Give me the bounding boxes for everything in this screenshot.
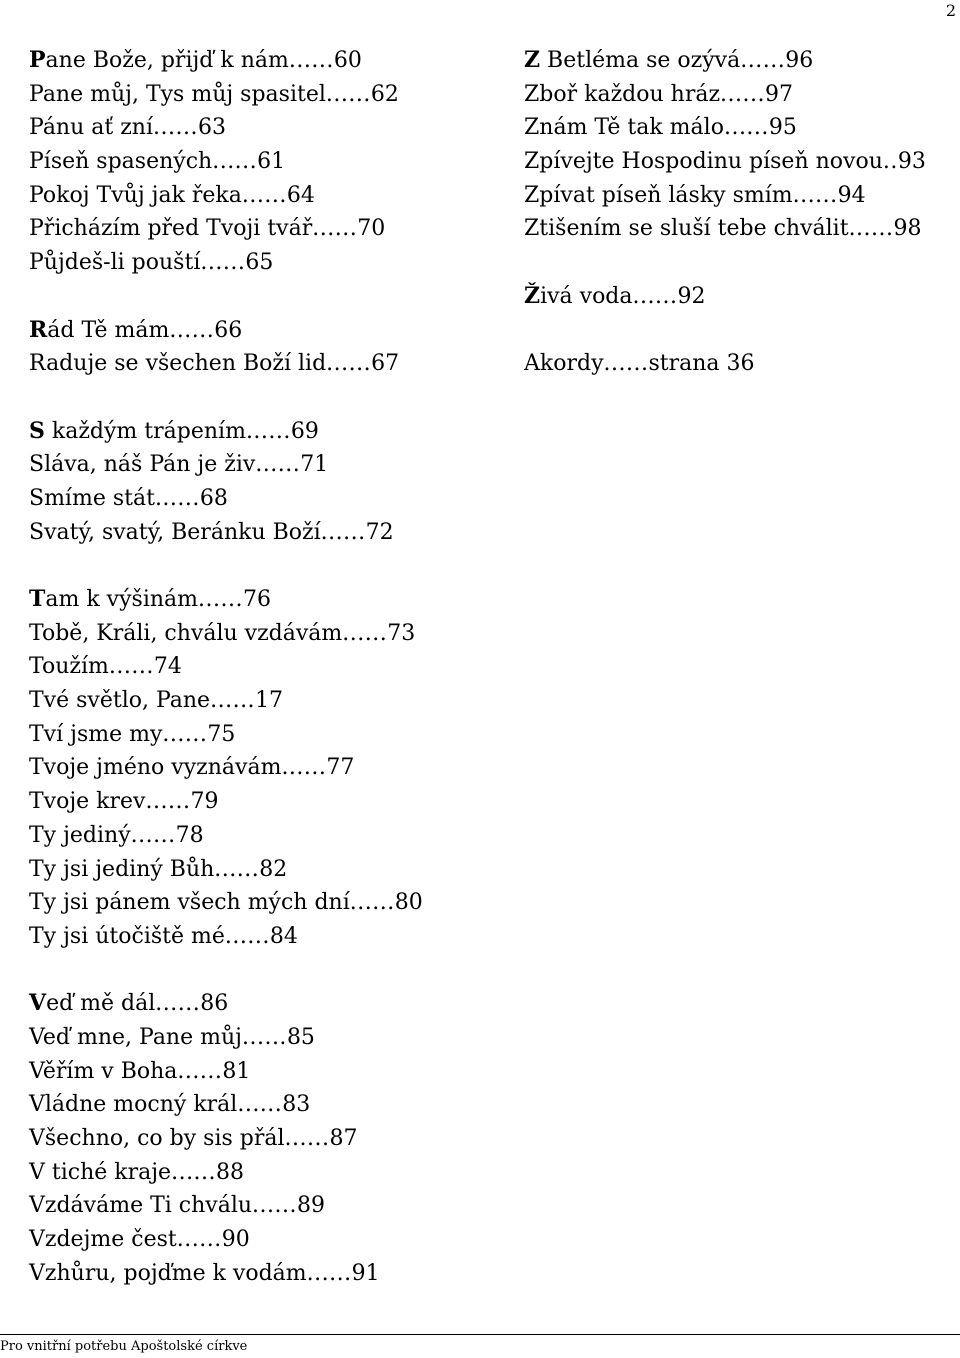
entry-dot-leader: ...... (169, 317, 215, 343)
entry-title: Ty jsi pánem všech mých dní (29, 890, 350, 916)
entry-page-number: 96 (785, 48, 814, 73)
entry-dot-leader: ...... (153, 115, 198, 141)
index-entry (524, 145, 960, 179)
entry-dot-leader: ...... (252, 1193, 298, 1219)
entry-title: ivá voda (540, 283, 633, 309)
index-entry (29, 44, 499, 78)
entry-title: eď mě dál (46, 991, 156, 1017)
entry-dot-leader: ...... (200, 250, 246, 276)
index-entry (29, 819, 499, 853)
entry-page-number: 89 (297, 1193, 326, 1219)
entry-initial-letter: Ž (524, 282, 541, 309)
entry-page-number: 84 (269, 923, 298, 949)
entry-page-number: 90 (221, 1227, 250, 1253)
entry-dot-leader: ...... (349, 890, 395, 916)
entry-title: Svatý, svatý, Beránku Boží (29, 519, 321, 545)
entry-page-number: 82 (259, 856, 288, 882)
entry-dot-leader: ...... (212, 149, 258, 175)
entry-dot-leader: ...... (342, 620, 388, 646)
entry-dot-leader: ...... (108, 654, 154, 680)
entry-page-number: 74 (153, 654, 182, 680)
entry-dot-leader: ...... (792, 182, 838, 208)
entry-dot-leader: ...... (198, 587, 243, 612)
entry-dot-leader: ...... (603, 351, 649, 377)
entry-page-number: 70 (357, 216, 386, 242)
index-entry (29, 684, 499, 718)
index-entry (29, 314, 499, 348)
index-letter-group (524, 280, 960, 314)
entry-page-number: 63 (197, 115, 226, 141)
entry-title: am k výšinám (45, 587, 198, 612)
entry-page-number: 95 (768, 115, 797, 141)
index-entry (29, 415, 499, 449)
entry-page-number: 78 (175, 822, 204, 848)
entry-dot-leader: ...... (632, 283, 678, 309)
index-entry (29, 111, 499, 145)
entry-dot-leader: ...... (306, 1260, 352, 1286)
entry-title: Přicházím před Tvoji tvář (29, 216, 313, 242)
index-entry (29, 617, 499, 651)
index-entry (29, 145, 499, 179)
entry-title: Zpívejte Hospodinu píseň novou (524, 149, 883, 175)
group-spacer (524, 246, 960, 280)
entry-dot-leader: ...... (171, 1159, 217, 1185)
entry-page-number: 67 (371, 351, 400, 377)
entry-title: Tobě, Králi, chválu vzdávám (29, 620, 343, 646)
entry-title: Vzdejme čest (29, 1227, 177, 1253)
entry-title: Vzdáváme Ti chválu (29, 1193, 253, 1219)
entry-page-number: 69 (290, 418, 319, 444)
index-entry (524, 78, 960, 112)
entry-title: Tvé světlo, Pane (29, 688, 211, 714)
index-entry (29, 920, 499, 954)
entry-title: Ztišením se sluší tebe chválit (524, 216, 849, 242)
entry-initial-letter: T (29, 586, 46, 612)
entry-page-number: strana 36 (648, 351, 755, 377)
entry-dot-leader: ...... (154, 485, 200, 511)
entry-dot-leader: ...... (245, 418, 291, 444)
index-entry (29, 1223, 499, 1257)
entry-page-number: 92 (677, 283, 706, 309)
entry-page-number: 17 (255, 688, 284, 714)
entry-page-number: 71 (300, 452, 329, 478)
index-entry (29, 212, 499, 246)
index-letter-group (29, 314, 499, 381)
entry-title: Věřím v Boha (29, 1058, 178, 1084)
index-entry (29, 583, 499, 617)
entry-page-number: 72 (365, 519, 394, 545)
entry-dot-leader: ...... (325, 81, 371, 107)
entry-dot-leader: ...... (241, 1024, 287, 1050)
index-entry (29, 482, 499, 516)
index-entry (29, 785, 499, 819)
entry-dot-leader: ...... (210, 688, 256, 714)
entry-title: Pánu ať zní (29, 115, 154, 141)
group-spacer (29, 381, 499, 415)
entry-dot-leader: ...... (241, 182, 287, 208)
entry-title: Vzhůru, pojďme k vodám (29, 1260, 307, 1286)
index-entry (29, 448, 499, 482)
entry-dot-leader: ...... (224, 923, 270, 949)
index-entry (524, 212, 960, 246)
entry-title: každým trápením (44, 418, 246, 444)
entry-page-number: 68 (199, 485, 228, 511)
entry-dot-leader: ...... (214, 856, 260, 882)
entry-page-number: 75 (207, 721, 236, 747)
entry-dot-leader: ...... (312, 216, 358, 242)
entry-dot-leader: ...... (720, 81, 766, 107)
index-entry (29, 751, 499, 785)
index-entry (29, 1021, 499, 1055)
entry-title: Zpívat píseň lásky smím (524, 182, 793, 208)
entry-title: Smíme stát (29, 485, 155, 511)
index-entry (29, 516, 499, 550)
entry-dot-leader: ...... (176, 1227, 222, 1253)
index-entry (524, 347, 960, 381)
entry-page-number: 98 (893, 216, 922, 242)
entry-page-number: 64 (286, 182, 315, 208)
index-entry (29, 78, 499, 112)
entry-dot-leader: ...... (288, 48, 334, 73)
entry-dot-leader: ...... (284, 1126, 330, 1151)
footer-text: Pro vnitřní potřebu Apoštolské církve (0, 1339, 248, 1354)
index-entry (29, 1088, 499, 1122)
entry-page-number: 93 (897, 149, 926, 175)
entry-page-number: 91 (351, 1260, 380, 1286)
entry-title: Znám Tě tak málo (524, 115, 724, 141)
entry-page-number: 77 (326, 755, 355, 781)
entry-page-number: 94 (837, 182, 866, 208)
index-letter-group (29, 415, 499, 550)
entry-title: Ty jediný (29, 822, 131, 848)
entry-page-number: 66 (214, 317, 243, 343)
entry-title: Ty jsi jediný Bůh (29, 856, 215, 882)
entry-dot-leader: ...... (848, 216, 894, 242)
entry-title: Raduje se všechen Boží lid (29, 351, 327, 377)
entry-title: V tiché kraje (29, 1159, 172, 1185)
index-entry (524, 111, 960, 145)
index-entry (29, 1055, 499, 1089)
index-entry (524, 179, 960, 213)
entry-initial-letter: S (29, 417, 45, 444)
entry-page-number: 73 (387, 620, 416, 646)
index-entry (29, 718, 499, 752)
entry-title: ád Tě mám (47, 317, 170, 343)
index-entry (29, 650, 499, 684)
index-entry (29, 1122, 499, 1156)
entry-page-number: 87 (329, 1126, 358, 1151)
entry-page-number: 97 (765, 81, 794, 107)
entry-title: Tvoje jméno vyznávám (29, 755, 282, 781)
entry-dot-leader: ...... (281, 755, 327, 781)
entry-title: Tví jsme my (29, 721, 163, 747)
entry-page-number: 88 (216, 1159, 245, 1185)
entry-initial-letter: Z (524, 47, 541, 73)
index-entry (29, 886, 499, 920)
entry-title: Toužím (29, 654, 109, 680)
index-column-right (524, 44, 960, 381)
entry-dot-leader: ...... (145, 789, 191, 815)
index-entry (29, 1257, 499, 1291)
entry-title: Sláva, náš Pán je živ (29, 452, 256, 478)
entry-title: Píseň spasených (29, 149, 213, 175)
entry-dot-leader: ...... (326, 351, 372, 377)
entry-title: Vládne mocný král (29, 1092, 238, 1118)
entry-page-number: 62 (370, 81, 399, 107)
entry-title: Betléma se ozývá (540, 48, 741, 73)
entry-dot-leader: ...... (162, 721, 208, 747)
index-letter-group (29, 44, 499, 280)
entry-page-number: 65 (245, 250, 274, 276)
index-entry (524, 280, 960, 314)
index-letter-group (29, 583, 499, 954)
page-number: 2 (945, 1, 956, 20)
entry-initial-letter: V (29, 990, 47, 1017)
entry-page-number: 85 (286, 1024, 315, 1050)
entry-page-number: 79 (190, 789, 219, 815)
entry-page-number: 60 (333, 48, 362, 73)
entry-page-number: 83 (282, 1092, 311, 1118)
entry-page-number: 80 (394, 890, 423, 916)
entry-title: Všechno, co by sis přál (29, 1126, 285, 1151)
entry-initial-letter: P (29, 47, 46, 73)
index-entry (29, 987, 499, 1021)
entry-dot-leader: ...... (177, 1058, 223, 1084)
entry-dot-leader: ...... (155, 991, 201, 1017)
index-entry (29, 347, 499, 381)
entry-initial-letter: R (29, 316, 48, 343)
entry-page-number: 81 (222, 1058, 251, 1084)
entry-title: Ty jsi útočiště mé (29, 923, 225, 949)
entry-title: ane Bože, přijď k nám (45, 48, 289, 73)
entry-page-number: 61 (257, 149, 286, 175)
index-entry (29, 853, 499, 887)
entry-dot-leader: ...... (237, 1092, 283, 1118)
entry-title: Tvoje krev (29, 789, 146, 815)
entry-dot-leader: ...... (255, 452, 301, 478)
index-entry (29, 1189, 499, 1223)
index-letter-group (524, 44, 960, 246)
index-entry (29, 179, 499, 213)
footer-rule (0, 1334, 960, 1335)
entry-title: Veď mne, Pane můj (29, 1024, 242, 1050)
index-entry (29, 246, 499, 280)
group-spacer (524, 314, 960, 348)
entry-title: Pokoj Tvůj jak řeka (29, 182, 242, 208)
group-spacer (29, 280, 499, 314)
index-letter-group (29, 987, 499, 1290)
entry-title: Zboř každou hráz (524, 81, 721, 107)
group-spacer (29, 954, 499, 988)
entry-dot-leader: ...... (320, 519, 366, 545)
entry-title: Půjdeš-li pouští (29, 250, 201, 276)
entry-title: Akordy (524, 351, 604, 377)
entry-page-number: 76 (242, 587, 271, 612)
index-entry (29, 1156, 499, 1190)
entry-dot-leader: ...... (130, 822, 176, 848)
entry-title: Pane můj, Tys můj spasitel (29, 81, 326, 107)
entry-page-number: 86 (200, 991, 229, 1017)
entry-dot-leader: ...... (723, 115, 769, 141)
index-entry (524, 44, 960, 78)
index-letter-group (524, 347, 960, 381)
index-column-left (29, 44, 499, 1290)
group-spacer (29, 549, 499, 583)
entry-dot-leader: .. (882, 149, 898, 175)
entry-dot-leader: ...... (740, 48, 786, 73)
